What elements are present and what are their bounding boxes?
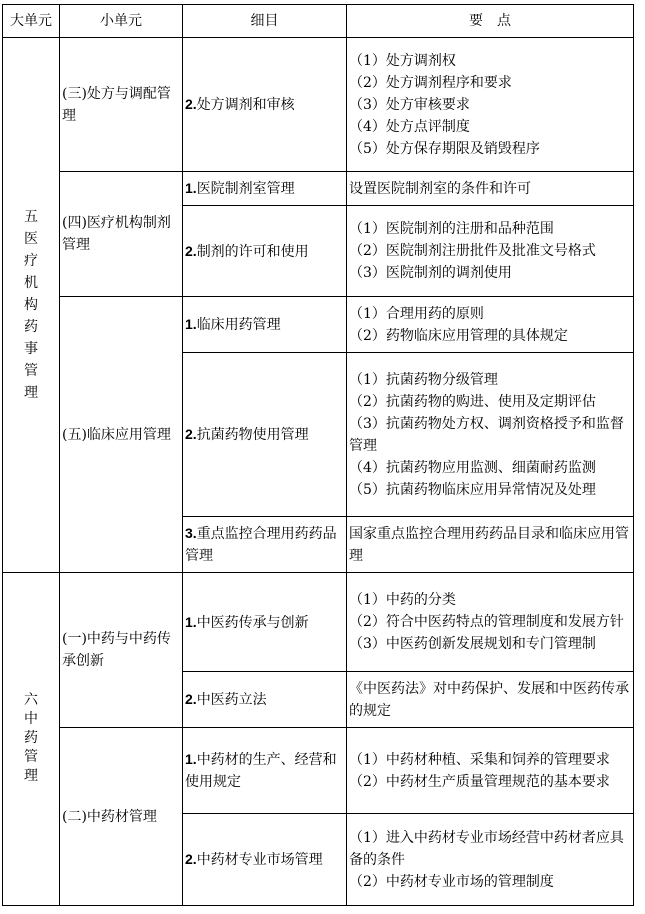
detail-label: 制剂的许可和使用 — [196, 243, 309, 260]
point: （2）药物临床应用管理的具体规定 — [349, 327, 568, 344]
minor-unit: (五)临床应用管理 — [60, 297, 183, 573]
point: （1）中药的分类 — [349, 592, 456, 608]
detail-cell: 2.中医药立法 — [183, 672, 347, 728]
detail-label: 临床用药管理 — [196, 317, 281, 333]
points-cell — [347, 517, 634, 573]
detail-label: 中药材的生产、经营和使用规定 — [185, 752, 337, 790]
point: （1）抗菌药物分级管理 — [349, 371, 498, 388]
point: （1）进入中药材专业市场经营中药材者应具备的条件 — [349, 829, 624, 868]
points-cell — [347, 672, 634, 728]
table-row — [3, 38, 634, 172]
major-unit-title: 六中药管理 — [24, 692, 38, 784]
point: （1）处方调剂权 — [349, 52, 456, 69]
point: （2）抗菌药物的购进、使用及定期评估 — [349, 393, 596, 410]
detail-cell: 2.处方调剂和审核 — [183, 38, 347, 172]
header-minor-unit: 小单元 — [60, 5, 183, 38]
points-cell — [347, 38, 634, 172]
point: （3）抗菌药物处方权、调剂资格授予和监督管理 — [349, 415, 624, 454]
detail-cell: 1.中医药传承与创新 — [183, 573, 347, 672]
detail-cell: 1.临床用药管理 — [183, 297, 347, 353]
detail-label: 抗菌药物使用管理 — [196, 427, 309, 443]
major-unit-6 — [3, 573, 60, 906]
detail-cell: 2.中药材专业市场管理 — [183, 814, 347, 906]
point: （4）抗菌药物应用监测、细菌耐药监测 — [349, 459, 596, 476]
points-cell — [347, 206, 634, 297]
point: 设置医院制剂室的条件和许可 — [349, 180, 531, 197]
header-major-unit: 大单元 — [3, 5, 60, 38]
point: （2）中药材专业市场的管理制度 — [349, 873, 554, 890]
table-row — [3, 172, 634, 206]
points-cell — [347, 353, 634, 517]
point: （1）合理用药的原则 — [349, 305, 484, 322]
point: 《中医药法》对中药保护、发展和中医药传承的规定 — [349, 680, 629, 719]
point: （1）中药材种植、采集和饲养的管理要求 — [349, 751, 610, 768]
minor-unit: (四)医疗机构制剂管理 — [60, 172, 183, 297]
detail-label: 医院制剂室管理 — [196, 181, 295, 197]
syllabus-table — [2, 4, 634, 906]
point: （4）处方点评制度 — [349, 118, 470, 135]
header-detail: 细目 — [183, 5, 347, 38]
points-cell — [347, 814, 634, 906]
detail-cell: 2.抗菌药物使用管理 — [183, 353, 347, 517]
point: （3）医院制剂的调剂使用 — [349, 265, 512, 281]
points-cell — [347, 728, 634, 814]
point: （1）医院制剂的注册和品种范围 — [349, 221, 554, 237]
detail-cell: 1.医院制剂室管理 — [183, 172, 347, 206]
point: （2）处方调剂程序和要求 — [349, 74, 512, 91]
table-row — [3, 728, 634, 814]
point: （2）符合中医药特点的管理制度和发展方针 — [349, 614, 624, 630]
point: （2）中药材生产质量管理规范的基本要求 — [349, 773, 610, 790]
detail-cell: 1.中药材的生产、经营和使用规定 — [183, 728, 347, 814]
detail-label: 处方调剂和审核 — [196, 97, 295, 113]
points-cell — [347, 297, 634, 353]
minor-unit: (二)中药材管理 — [60, 728, 183, 906]
detail-label: 中药材专业市场管理 — [196, 852, 323, 868]
major-unit-title: 五医疗机构药事管理 — [24, 209, 38, 401]
point: （5）抗菌药物临床应用异常情况及处理 — [349, 481, 596, 498]
header-row — [3, 5, 634, 38]
detail-label: 重点监控合理用药药品管理 — [185, 526, 337, 564]
points-cell — [347, 172, 634, 206]
point: （2）医院制剂注册批件及批准文号格式 — [349, 243, 596, 259]
detail-cell: 3.重点监控合理用药药品管理 — [183, 517, 347, 573]
point: （3）处方审核要求 — [349, 96, 470, 113]
points-cell — [347, 573, 634, 672]
detail-cell: 2.制剂的许可和使用 — [183, 206, 347, 297]
minor-unit: (一)中药与中药传承创新 — [60, 573, 183, 728]
major-unit-5 — [3, 38, 60, 573]
point: （3）中医药创新发展规划和专门管理制 — [349, 636, 596, 652]
minor-unit: (三)处方与调配管理 — [60, 38, 183, 172]
point: 国家重点监控合理用药药品目录和临床应用管理 — [349, 525, 629, 564]
table-row — [3, 573, 634, 672]
point: （5）处方保存期限及销毁程序 — [349, 140, 540, 157]
table-row — [3, 297, 634, 353]
detail-label: 中医药立法 — [196, 692, 267, 708]
detail-label: 中医药传承与创新 — [196, 614, 309, 631]
header-key-points: 要 点 — [347, 5, 634, 38]
